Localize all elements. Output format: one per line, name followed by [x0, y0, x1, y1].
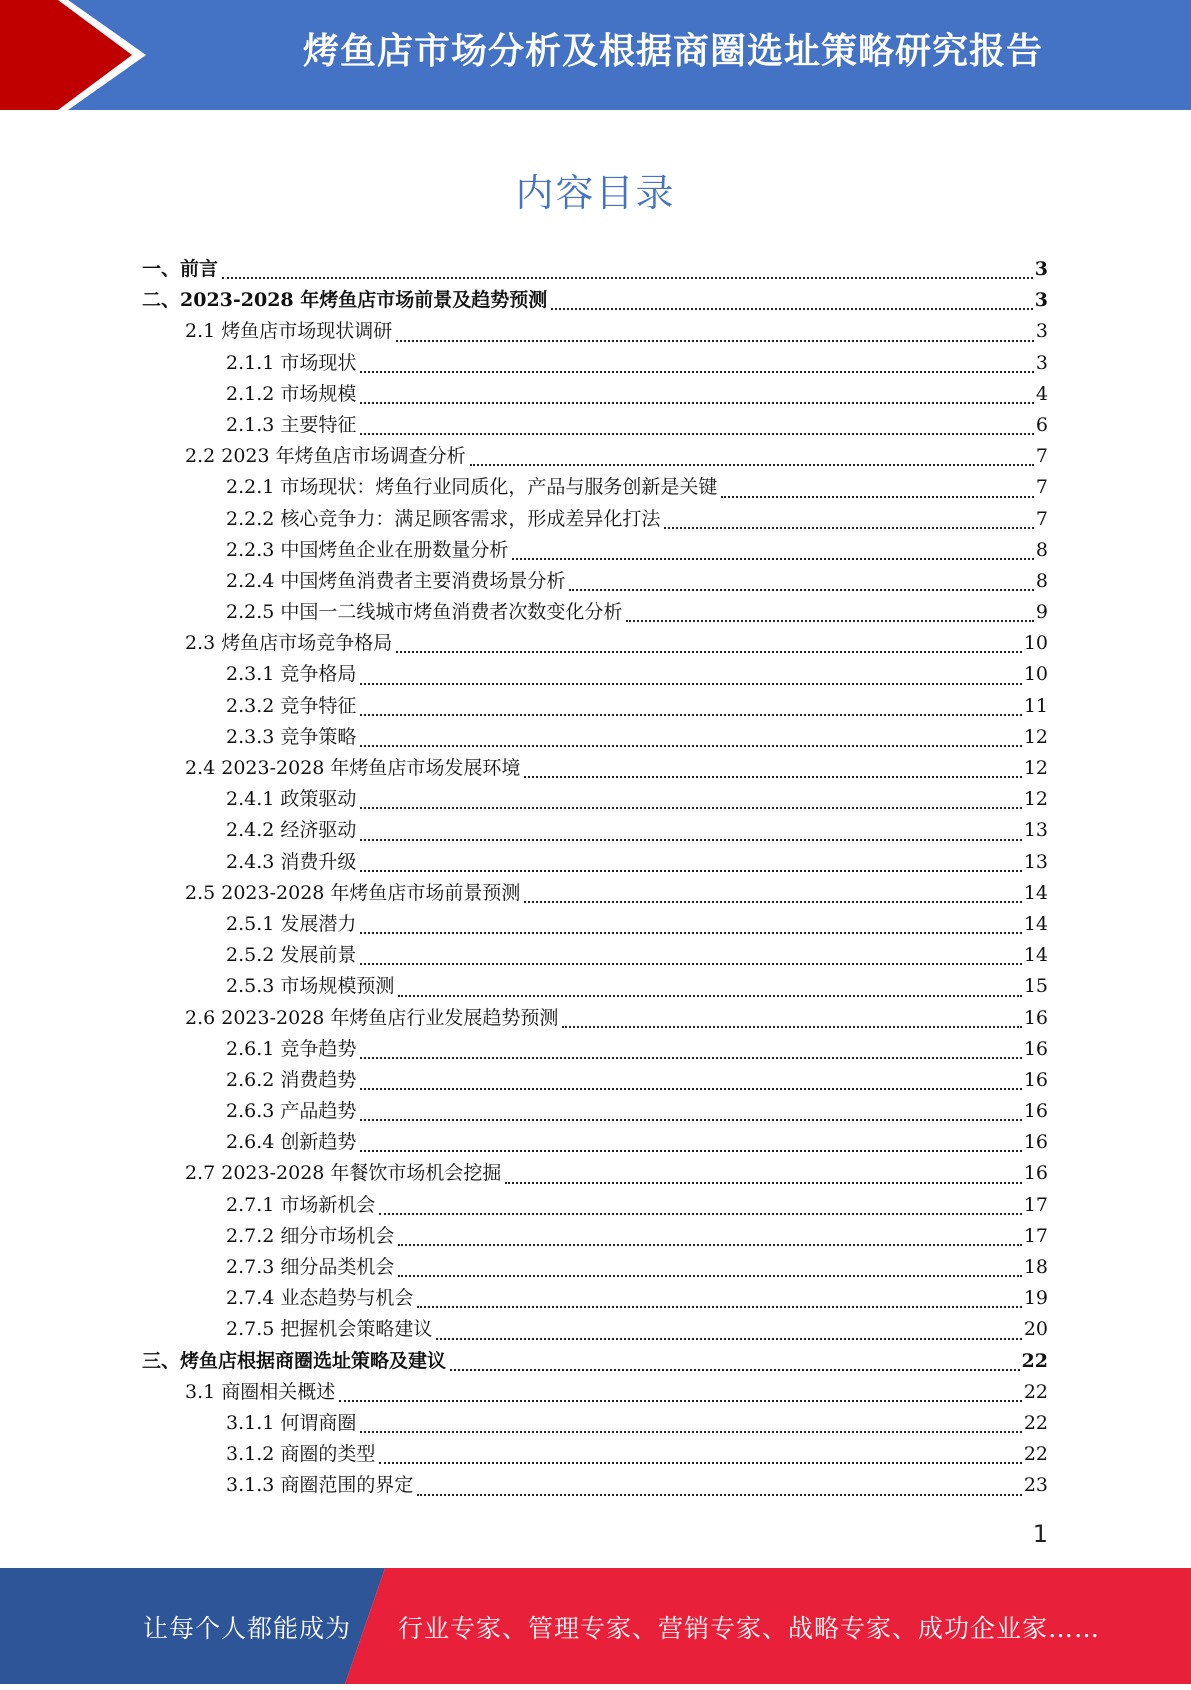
toc-entry-page: 3	[1035, 320, 1048, 343]
toc-entry-label: 2.4.1 政策驱动	[226, 788, 357, 811]
toc-heading: 内容目录	[515, 171, 676, 215]
toc-entry-label: 2.2 2023 年烤鱼店市场调查分析	[185, 445, 466, 468]
toc-entry[interactable]	[142, 940, 1048, 971]
toc-entry-page: 17	[1023, 1224, 1048, 1247]
toc-dot-leader	[396, 631, 1022, 653]
toc-entry-label: 2.1 烤鱼店市场现状调研	[185, 320, 393, 343]
toc-entry-label: 2.1.1 市场现状	[226, 351, 357, 374]
toc-entry-label: 2.6.2 消费趋势	[226, 1068, 357, 1091]
chevron-arrow-icon	[0, 0, 160, 110]
toc-dot-leader	[626, 600, 1034, 622]
footer-banner	[0, 1568, 1191, 1684]
toc-entry[interactable]	[142, 1470, 1048, 1501]
toc-dot-leader	[339, 1380, 1022, 1402]
toc-entry-page: 10	[1023, 663, 1048, 686]
toc-entry-label: 2.7.5 把握机会策略建议	[226, 1318, 433, 1341]
toc-dot-leader	[398, 1255, 1021, 1277]
toc-entry[interactable]	[142, 254, 1048, 285]
toc-entry-label: 2.5 2023-2028 年烤鱼店市场前景预测	[185, 881, 521, 904]
toc-entry-label: 2.4.2 经济驱动	[226, 819, 357, 842]
toc-entry-page: 22	[1021, 1349, 1048, 1372]
toc-entry[interactable]	[142, 348, 1048, 379]
toc-entry-page: 16	[1023, 1100, 1048, 1123]
toc-entry[interactable]	[142, 566, 1048, 597]
toc-entry-label: 三、烤鱼店根据商圈选址策略及建议	[142, 1349, 447, 1372]
toc-entry[interactable]	[142, 441, 1048, 472]
toc-dot-leader	[360, 663, 1021, 685]
toc-entry-label: 3.1.3 商圈范围的界定	[226, 1474, 414, 1497]
toc-dot-leader	[721, 476, 1034, 498]
toc-entry-page: 4	[1035, 382, 1048, 405]
toc-entry-label: 2.6.1 竞争趋势	[226, 1037, 357, 1060]
toc-entry-label: 2.2.1 市场现状：烤鱼行业同质化，产品与服务创新是关键	[226, 476, 718, 499]
toc-entry-label: 2.6.4 创新趋势	[226, 1131, 357, 1154]
toc-dot-leader	[360, 912, 1021, 934]
toc-dot-leader	[450, 1349, 1020, 1371]
toc-entry[interactable]	[142, 1003, 1048, 1034]
toc-entry[interactable]	[142, 847, 1048, 878]
toc-entry[interactable]	[142, 1096, 1048, 1127]
toc-entry-page: 16	[1023, 1006, 1048, 1029]
toc-entry[interactable]	[142, 753, 1048, 784]
toc-dot-leader	[360, 819, 1021, 841]
toc-entry[interactable]	[142, 691, 1048, 722]
toc-entry-page: 10	[1023, 632, 1048, 655]
toc-entry-label: 2.7 2023-2028 年餐饮市场机会挖掘	[185, 1162, 502, 1185]
toc-entry-page: 14	[1023, 944, 1048, 967]
toc-entry-label: 2.5.2 发展前景	[226, 944, 357, 967]
toc-entry[interactable]	[142, 1252, 1048, 1283]
toc-dot-leader	[417, 1474, 1021, 1496]
toc-entry-label: 2.4 2023-2028 年烤鱼店市场发展环境	[185, 757, 521, 779]
toc-dot-leader	[379, 1193, 1021, 1215]
toc-dot-leader	[360, 1037, 1021, 1059]
toc-entry-page: 11	[1023, 694, 1048, 717]
toc-entry-label: 2.5.3 市场规模预测	[226, 975, 395, 998]
table-of-contents	[142, 254, 1048, 1502]
toc-entry-label: 3.1.1 何谓商圈	[226, 1411, 357, 1434]
toc-entry[interactable]	[142, 1439, 1048, 1470]
toc-dot-leader	[569, 569, 1034, 591]
toc-entry[interactable]	[142, 1314, 1048, 1345]
toc-entry-label: 2.7.4 业态趋势与机会	[226, 1287, 414, 1310]
toc-entry[interactable]	[142, 504, 1048, 535]
toc-entry-label: 2.3.2 竞争特征	[226, 694, 357, 717]
toc-entry-page: 3	[1034, 258, 1048, 280]
toc-entry-page: 3	[1034, 289, 1048, 312]
toc-entry-page: 3	[1035, 351, 1048, 374]
toc-entry[interactable]	[142, 1034, 1048, 1065]
toc-entry-page: 16	[1023, 1162, 1048, 1185]
toc-dot-leader	[379, 1442, 1021, 1464]
toc-entry[interactable]	[142, 1127, 1048, 1158]
toc-entry-label: 2.7.1 市场新机会	[226, 1193, 376, 1216]
toc-entry-page: 9	[1035, 601, 1048, 624]
header-banner	[0, 0, 1191, 110]
toc-entry-page: 16	[1023, 1068, 1048, 1091]
toc-entry-label: 2.6 2023-2028 年烤鱼店行业发展趋势预测	[185, 1006, 559, 1029]
toc-entry-page: 13	[1023, 819, 1048, 842]
toc-entry[interactable]	[142, 878, 1048, 909]
toc-dot-leader	[360, 1130, 1021, 1152]
toc-entry-page: 12	[1023, 757, 1048, 779]
toc-dot-leader	[551, 288, 1033, 310]
toc-entry[interactable]	[142, 1221, 1048, 1252]
toc-dot-leader	[360, 1099, 1021, 1121]
toc-entry-page: 7	[1035, 507, 1048, 530]
toc-dot-leader	[360, 725, 1021, 747]
toc-entry-label: 3.1.2 商圈的类型	[226, 1443, 376, 1466]
toc-entry-page: 7	[1035, 476, 1048, 499]
toc-entry-label: 2.3.3 竞争策略	[226, 725, 357, 748]
toc-dot-leader	[360, 787, 1021, 809]
toc-dot-leader	[396, 320, 1034, 342]
toc-dot-leader	[505, 1162, 1021, 1184]
toc-entry-page: 12	[1023, 725, 1048, 748]
footer-slogan: 让每个人都能成为	[143, 1614, 352, 1643]
toc-dot-leader	[417, 1286, 1021, 1308]
toc-entry-label: 2.4.3 消费升级	[226, 850, 357, 873]
toc-entry[interactable]	[142, 1346, 1048, 1377]
toc-entry[interactable]	[142, 1377, 1048, 1408]
toc-dot-leader	[360, 413, 1034, 435]
toc-entry[interactable]	[142, 472, 1048, 503]
toc-entry[interactable]	[142, 1408, 1048, 1439]
toc-entry-label: 2.2.5 中国一二线城市烤鱼消费者次数变化分析	[226, 601, 623, 624]
toc-entry-page: 14	[1023, 881, 1048, 904]
toc-entry-label: 2.2.3 中国烤鱼企业在册数量分析	[226, 538, 509, 561]
toc-dot-leader	[524, 756, 1021, 778]
toc-entry[interactable]	[142, 379, 1048, 410]
toc-entry-page: 8	[1035, 538, 1048, 561]
toc-entry-page: 15	[1023, 975, 1048, 998]
toc-entry-page: 16	[1023, 1131, 1048, 1154]
toc-entry-page: 12	[1023, 788, 1048, 811]
toc-entry-page: 17	[1023, 1193, 1048, 1216]
toc-dot-leader	[360, 382, 1034, 404]
toc-dot-leader	[360, 694, 1021, 716]
toc-entry-label: 2.6.3 产品趋势	[226, 1100, 357, 1123]
toc-entry[interactable]	[142, 597, 1048, 628]
toc-dot-leader	[436, 1318, 1021, 1340]
toc-entry-label: 一、前言	[142, 258, 219, 280]
toc-entry[interactable]	[142, 1190, 1048, 1221]
toc-entry[interactable]	[142, 971, 1048, 1002]
toc-dot-leader	[562, 1006, 1021, 1028]
toc-entry-page: 14	[1023, 912, 1048, 935]
toc-dot-leader	[664, 507, 1034, 529]
toc-entry-label: 2.3 烤鱼店市场竞争格局	[185, 632, 393, 655]
toc-entry-page: 6	[1035, 413, 1048, 436]
toc-entry[interactable]	[142, 285, 1048, 316]
toc-entry-page: 23	[1023, 1474, 1048, 1497]
footer-roles: 行业专家、管理专家、营销专家、战略专家、成功企业家……	[398, 1614, 1101, 1643]
toc-entry[interactable]	[142, 1158, 1048, 1189]
toc-entry-label: 2.7.2 细分市场机会	[226, 1224, 395, 1247]
toc-entry[interactable]	[142, 410, 1048, 441]
toc-dot-leader	[360, 1411, 1021, 1433]
toc-entry-page: 19	[1023, 1287, 1048, 1310]
toc-entry-label: 2.2.2 核心竞争力：满足顾客需求，形成差异化打法	[226, 507, 661, 530]
toc-entry-page: 8	[1035, 569, 1048, 592]
toc-entry[interactable]	[142, 316, 1048, 347]
toc-dot-leader	[360, 1068, 1021, 1090]
report-title: 烤鱼店市场分析及根据商圈选址策略研究报告	[302, 31, 1043, 72]
toc-entry[interactable]	[142, 909, 1048, 940]
toc-entry-page: 18	[1023, 1256, 1048, 1278]
toc-dot-leader	[398, 975, 1021, 997]
toc-entry-label: 3.1 商圈相关概述	[185, 1380, 336, 1403]
toc-entry-label: 2.1.2 市场规模	[226, 382, 357, 405]
toc-entry-page: 22	[1023, 1380, 1048, 1403]
toc-entry[interactable]	[142, 535, 1048, 566]
toc-entry-label: 二、2023-2028 年烤鱼店市场前景及趋势预测	[142, 289, 548, 312]
toc-entry[interactable]	[142, 815, 1048, 846]
toc-entry[interactable]	[142, 1065, 1048, 1096]
toc-entry[interactable]	[142, 722, 1048, 753]
toc-entry-label: 2.2.4 中国烤鱼消费者主要消费场景分析	[226, 569, 566, 592]
toc-dot-leader	[360, 943, 1021, 965]
toc-entry-label: 2.7.3 细分品类机会	[226, 1256, 395, 1278]
toc-dot-leader	[360, 850, 1021, 872]
toc-entry[interactable]	[142, 1283, 1048, 1314]
page-number: 1	[1032, 1520, 1048, 1548]
toc-entry[interactable]	[142, 784, 1048, 815]
toc-dot-leader	[470, 444, 1034, 466]
toc-entry-page: 22	[1023, 1443, 1048, 1466]
toc-dot-leader	[524, 881, 1021, 903]
toc-dot-leader	[398, 1224, 1021, 1246]
toc-entry[interactable]	[142, 659, 1048, 690]
toc-dot-leader	[222, 257, 1033, 279]
toc-entry[interactable]	[142, 628, 1048, 659]
toc-dot-leader	[512, 538, 1034, 560]
toc-entry-page: 20	[1023, 1318, 1048, 1341]
toc-entry-page: 13	[1023, 850, 1048, 873]
toc-entry-label: 2.5.1 发展潜力	[226, 912, 357, 935]
toc-dot-leader	[360, 351, 1034, 373]
toc-entry-label: 2.3.1 竞争格局	[226, 663, 357, 686]
toc-entry-label: 2.1.3 主要特征	[226, 413, 357, 436]
toc-entry-page: 16	[1023, 1037, 1048, 1060]
toc-entry-page: 22	[1023, 1411, 1048, 1434]
toc-entry-page: 7	[1035, 445, 1048, 468]
